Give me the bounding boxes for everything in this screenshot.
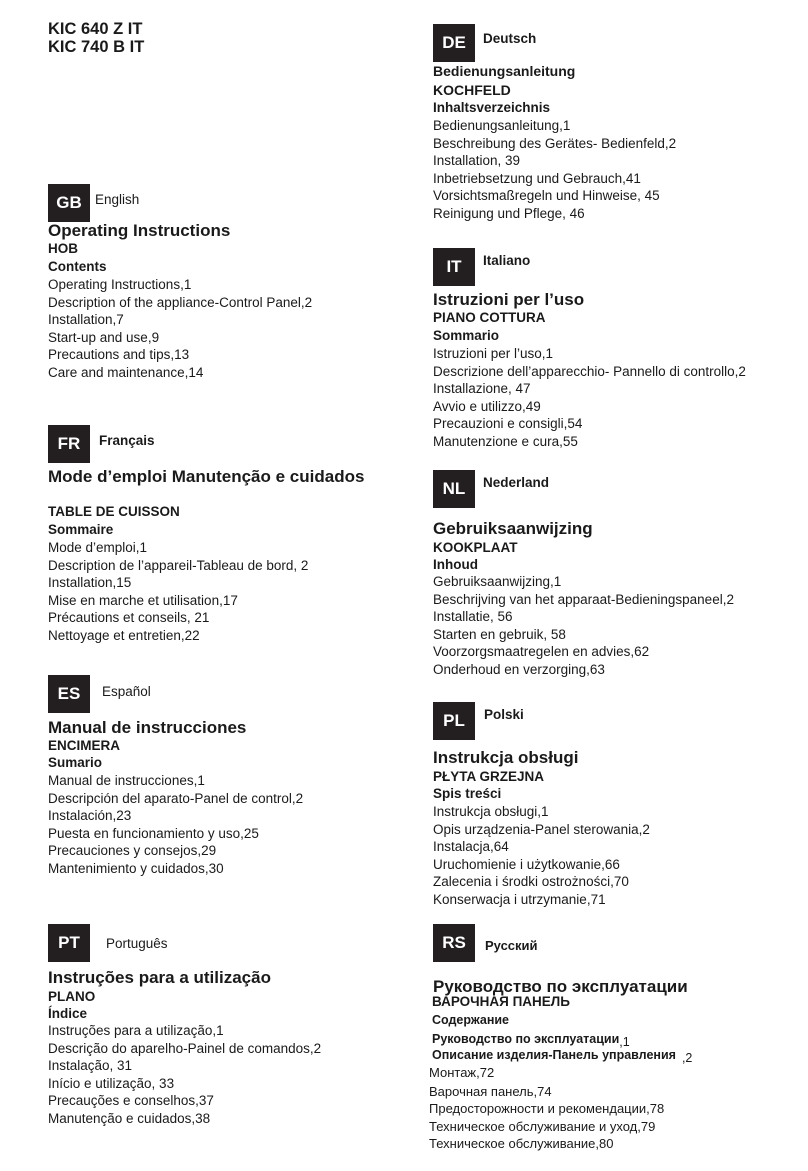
toc-item: Instruções para a utilização,1 [48, 1023, 224, 1038]
product-name: PŁYTA GRZEJNA [433, 769, 545, 784]
toc-item: Avvio e utilizzo,49 [433, 398, 541, 414]
toc-item: Техническое обслуживание,80 [429, 1136, 614, 1152]
toc-item: Start-up and use,9 [48, 329, 160, 345]
toc-item-page: ,1 [619, 1035, 630, 1049]
toc-item: Mode d’emploi,1 [48, 540, 148, 555]
toc-list [48, 539, 308, 645]
section-it [433, 248, 475, 286]
lang-name: Français [99, 433, 155, 448]
section-gb [48, 184, 90, 222]
toc-list [48, 276, 312, 382]
toc-list [433, 573, 734, 679]
toc-list [429, 1064, 664, 1153]
lang-name: English [95, 192, 140, 207]
lang-name: Italiano [483, 253, 531, 268]
section-title: Istruzioni per l’uso [433, 290, 585, 309]
toc-item-page: ,2 [681, 1051, 693, 1065]
section-title: Instruções para a utilização [48, 968, 271, 987]
product-name: ВАРОЧНАЯ ПАНЕЛЬ [432, 994, 570, 1009]
toc-item: Mantenimiento y cuidados,30 [48, 860, 224, 876]
toc-item: Installation,7 [48, 312, 124, 328]
toc-item: Beschreibung des Gerätes- Bedienfeld,2 [433, 135, 677, 151]
lang-badge: RS [433, 924, 475, 962]
contents-heading: Sumario [48, 755, 103, 770]
toc-item [432, 1032, 630, 1049]
toc-item: Opis urządzenia-Panel sterowania,2 [433, 821, 650, 837]
lang-name: Español [102, 684, 151, 699]
section-nl [433, 470, 475, 508]
section-de [433, 24, 475, 62]
model-1: KIC 640 Z IT [48, 20, 143, 38]
toc-item: Voorzorgsmaatregelen en advies,62 [433, 644, 650, 660]
section-title: Mode d’emploi Manutenção e cuidados [48, 467, 365, 486]
toc-item: Предосторожности и рекомендации,78 [429, 1101, 665, 1117]
toc-item: Beschrijving van het apparaat-Bedieningspaneel,2 [433, 591, 734, 607]
section-title: Instrukcja obsługi [433, 748, 579, 767]
toc-item: Instalación,23 [48, 808, 132, 824]
toc-item: Konserwacja i utrzymanie,71 [433, 891, 606, 907]
toc-item: Installation,15 [48, 575, 132, 591]
section-title: Bedienungsanleitung [433, 63, 576, 79]
toc-list [433, 803, 650, 909]
lang-badge: ES [48, 675, 90, 713]
product-name: KOCHFELD [433, 82, 511, 98]
toc-list [433, 345, 746, 451]
model-2: KIC 740 B IT [48, 38, 145, 56]
toc-item: Descripción del aparato-Panel de control,2 [48, 790, 304, 806]
section-title: Руководство по эксплуатации [433, 977, 688, 996]
toc-item: Bedienungsanleitung,1 [433, 118, 571, 133]
toc-item: Mise en marche et utilisation,17 [48, 592, 238, 608]
lang-name: Deutsch [483, 31, 537, 46]
toc-item: Description of the appliance-Control Panel,2 [48, 294, 313, 310]
section-fr [48, 425, 90, 463]
contents-heading: Inhaltsverzeichnis [433, 100, 551, 115]
toc-item: Descrizione dell’apparecchio- Pannello di controllo,2 [433, 363, 746, 379]
toc-item: Варочная панель,74 [429, 1083, 552, 1099]
product-name: PLANO [48, 989, 96, 1004]
toc-item: Reinigung und Pflege, 46 [433, 205, 585, 221]
product-name: KOOKPLAAT [433, 540, 518, 555]
toc-item: Istruzioni per l’uso,1 [433, 346, 554, 361]
toc-item-title: Описание изделия-Панель управления [432, 1048, 676, 1062]
toc-item: Vorsichtsmaßregeln und Hinweise, 45 [433, 188, 660, 204]
lang-badge: GB [48, 184, 90, 222]
toc-item: Техническое обслуживание и уход,79 [429, 1118, 656, 1134]
toc-item: Care and maintenance,14 [48, 364, 204, 380]
model-numbers [48, 20, 144, 56]
toc-item: Installation, 39 [433, 153, 521, 169]
product-name: TABLE DE CUISSON [48, 504, 180, 519]
contents-heading: Sommaire [48, 522, 114, 537]
toc-item: Nettoyage et entretien,22 [48, 627, 200, 643]
toc-item: Instalação, 31 [48, 1058, 133, 1074]
lang-name: Polski [484, 707, 524, 722]
lang-badge: PT [48, 924, 90, 962]
toc-item: Installazione, 47 [433, 381, 531, 397]
toc-item: Descrição do aparelho-Painel de comandos,2 [48, 1040, 322, 1056]
toc-item: Manutenzione e cura,55 [433, 433, 578, 449]
lang-badge: IT [433, 248, 475, 286]
toc-item: Precautions and tips,13 [48, 347, 190, 363]
section-title: Gebruiksaanwijzing [433, 519, 593, 538]
product-name: ENCIMERA [48, 738, 121, 753]
contents-heading: Inhoud [433, 557, 478, 572]
lang-name: Português [106, 936, 168, 951]
toc-item: Précautions et conseils, 21 [48, 610, 210, 626]
contents-heading: Índice [48, 1006, 88, 1021]
lang-badge: PL [433, 702, 475, 740]
section-es [48, 675, 90, 713]
toc-item: Монтаж,72 [429, 1065, 495, 1080]
toc-item: Instrukcja obsługi,1 [433, 804, 549, 819]
section-rs [433, 924, 475, 962]
toc-item: Puesta en funcionamiento y uso,25 [48, 825, 259, 841]
lang-badge: NL [433, 470, 475, 508]
toc-item: Description de l’appareil-Tableau de bord, 2 [48, 557, 309, 573]
toc-item: Gebruiksaanwijzing,1 [433, 574, 562, 589]
lang-badge: FR [48, 425, 90, 463]
toc-list [433, 117, 676, 223]
lang-name: Nederland [483, 475, 550, 490]
section-title: Manual de instrucciones [48, 718, 247, 737]
toc-item: Precauções e conselhos,37 [48, 1093, 214, 1109]
product-name: PIANO COTTURA [433, 310, 546, 325]
toc-item: Onderhoud en verzorging,63 [433, 661, 605, 677]
toc-item: Início e utilização, 33 [48, 1075, 175, 1091]
section-pl [433, 702, 475, 740]
product-name: HOB [48, 241, 78, 256]
toc-item: Manual de instrucciones,1 [48, 773, 205, 788]
toc-item: Zalecenia i środki ostrożności,70 [433, 874, 629, 890]
toc-list [48, 1022, 321, 1128]
toc-list [48, 772, 303, 878]
section-title: Operating Instructions [48, 221, 231, 240]
toc-item-title: Руководство по эксплуатации [432, 1032, 620, 1046]
contents-heading: Spis treści [433, 786, 502, 801]
toc-item: Precauzioni e consigli,54 [433, 416, 583, 432]
toc-item: Installatie, 56 [433, 609, 513, 625]
contents-heading: Содержание [432, 1013, 510, 1027]
lang-badge: DE [433, 24, 475, 62]
toc-item: Inbetriebsetzung und Gebrauch,41 [433, 170, 641, 186]
contents-heading: Sommario [433, 328, 500, 343]
toc-item: Uruchomienie i użytkowanie,66 [433, 856, 620, 872]
toc-item: Operating Instructions,1 [48, 277, 192, 292]
toc-item [432, 1048, 693, 1065]
toc-item: Precauciones y consejos,29 [48, 843, 217, 859]
contents-heading: Contents [48, 259, 107, 274]
toc-item: Starten en gebruik, 58 [433, 626, 566, 642]
section-pt [48, 924, 90, 962]
toc-item: Instalacja,64 [433, 839, 509, 855]
toc-item: Manutenção e cuidados,38 [48, 1110, 211, 1126]
lang-name: Русский [485, 938, 538, 953]
